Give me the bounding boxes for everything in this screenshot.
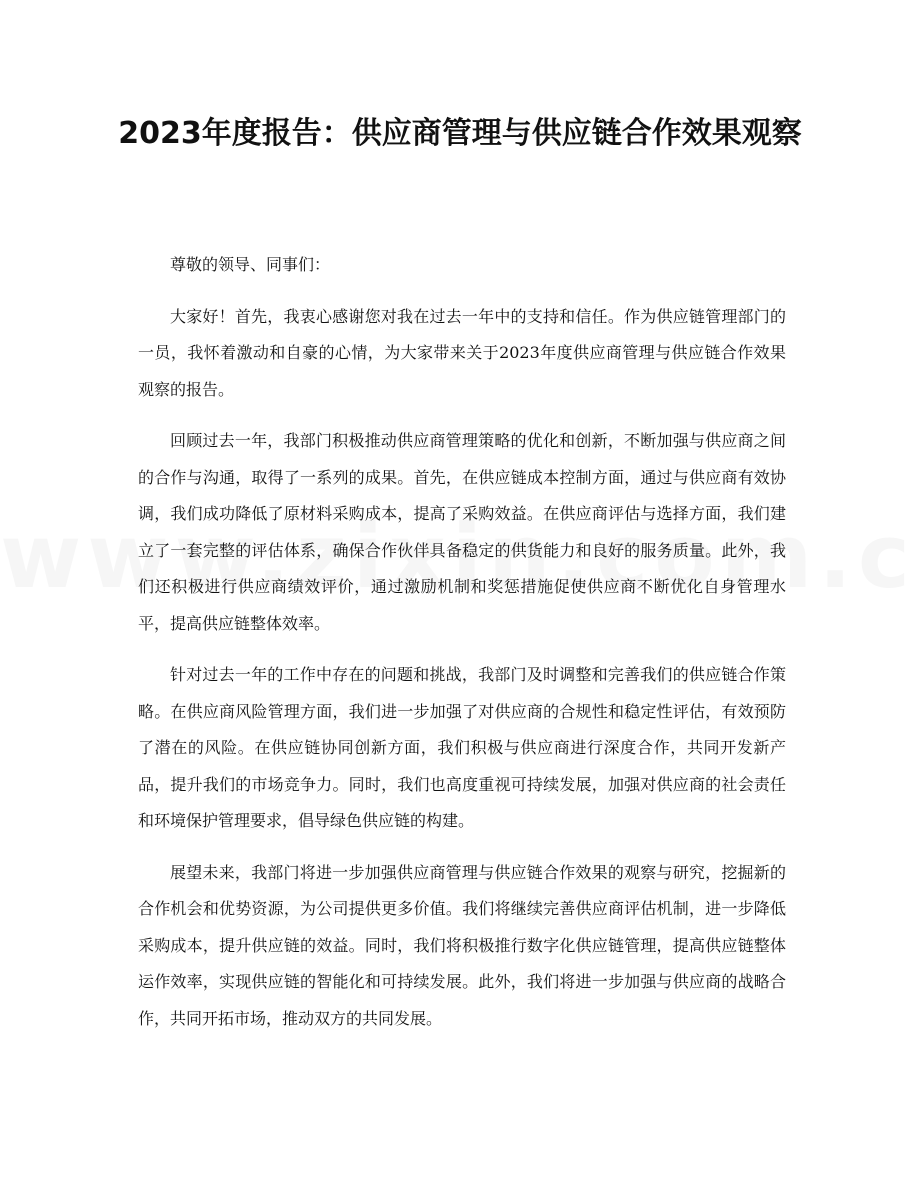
paragraph-challenges: 针对过去一年的工作中存在的问题和挑战，我部门及时调整和完善我们的供应链合作策略。在供应商风险管理方面，我们进一步加强了对供应商的合规性和稳定性评估，有效预防了潜在的风险。在供应链协同创新方面，我们积极与供应商进行深度合作，共同开发新产品，提升我们的市场竞争力。同时，我们也高度重视可持续发展，加强对供应商的社会责任和环境保护管理要求，倡导绿色供应链的构建。 [138,665,786,830]
paragraph-intro: 大家好！首先，我衷心感谢您对我在过去一年中的支持和信任。作为供应链管理部门的一员，我怀着激动和自豪的心情，为大家带来关于2023年度供应商管理与供应链合作效果观察的报告。 [138,306,786,399]
document-title: 2023年度报告：供应商管理与供应链合作效果观察 [118,116,802,151]
paragraph-outlook: 展望未来，我部门将进一步加强供应商管理与供应链合作效果的观察与研究，挖掘新的合作机会和优势资源，为公司提供更多价值。我们将继续完善供应商评估机制，进一步降低采购成本，提升供应链的效益。同时，我们将积极推行数字化供应链管理，提高供应链整体运作效率，实现供应链的智能化和可持续发展。此外，我们将进一步加强与供应商的战略合作，共同开拓市场，推动双方的共同发展。 [138,862,786,1028]
paragraph-review: 回顾过去一年，我部门积极推动供应商管理策略的优化和创新，不断加强与供应商之间的合作与沟通，取得了一系列的成果。首先，在供应链成本控制方面，通过与供应商有效协调，我们成功降低了原材料采购成本，提高了采购效益。在供应商评估与选择方面，我们建立了一套完整的评估体系，确保合作伙伴具备稳定的供货能力和良好的服务质量。此外，我们还积极进行供应商绩效评价，通过激励机制和奖惩措施促使供应商不断优化自身管理水平，提高供应链整体效率。 [138,431,786,633]
document-body [138,247,786,1052]
salutation: 尊敬的领导、同事们： [170,255,331,274]
